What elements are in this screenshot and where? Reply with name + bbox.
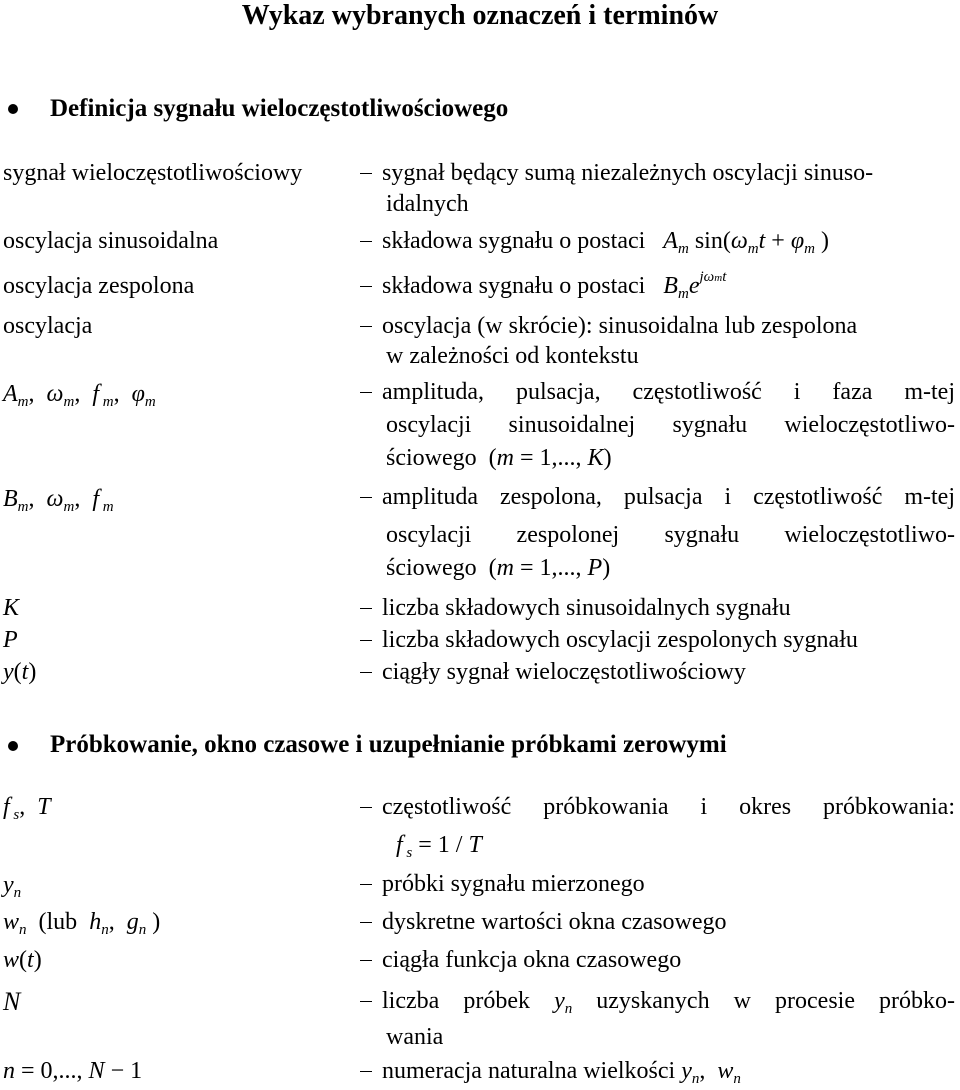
- definition-sinusoidal-oscillation: [360, 228, 829, 257]
- dash: [360, 1071, 372, 1072]
- definition-text: ciągła funkcja okna czasowego: [382, 947, 682, 973]
- symbol-P: P: [3, 627, 18, 653]
- term-oscillation: oscylacja: [3, 313, 93, 339]
- definition-text: liczba składowych sinusoidalnych sygnału: [382, 595, 791, 621]
- section-heading-definition: Definicja sygnału wieloczęstotliwościowego: [50, 95, 509, 122]
- definition-text: składowa sygnału o postaci: [382, 273, 646, 299]
- definition-continuation: idalnych: [386, 191, 469, 217]
- term-multifrequency-signal: sygnał wieloczęstotliwościowy: [3, 160, 303, 186]
- section-heading-sampling: Próbkowanie, okno czasowe i uzupełnianie próbkami zerowymi: [50, 731, 727, 758]
- symbol-n-range: n = 0,..., N − 1: [3, 1058, 143, 1084]
- dash: [360, 807, 372, 808]
- symbol-w-t: w(t): [3, 947, 42, 973]
- definition-text: amplituda zespolona, pulsacja i częstotliwość m-tej: [382, 484, 955, 510]
- formula-fs: f $_s$ = 1 / T: [396, 832, 482, 861]
- section-bullet: [8, 741, 18, 751]
- dash: [360, 672, 372, 673]
- term-sinusoidal-oscillation: oscylacja sinusoidalna: [3, 228, 219, 254]
- symbol-yn-inline: $y_n$: [554, 988, 573, 1017]
- dash: [360, 173, 372, 174]
- symbols-wn-hn-gn: $w_n$ (lub $h_n$, $g_n$ ): [3, 909, 161, 938]
- symbols-sinusoid-params: $A_m$, $\omega_m$, f $_m$, $\varphi_m$: [3, 381, 156, 410]
- definition-K: [360, 596, 791, 620]
- definition-text: próbki sygnału mierzonego: [382, 871, 645, 897]
- definition-text: dyskretne wartości okna czasowego: [382, 909, 727, 935]
- definition-yn: [360, 872, 645, 896]
- definition-continuation: ściowego (m = 1,..., P): [386, 555, 611, 581]
- dash: [360, 922, 372, 923]
- definition-text: ściowego: [386, 445, 477, 471]
- definition-N: [360, 988, 956, 1017]
- definition-w-t: [360, 948, 681, 972]
- dash: [360, 286, 372, 287]
- definition-text: liczba próbek: [382, 988, 530, 1014]
- definition-text: amplituda, pulsacja, częstotliwość i faza m-tej: [382, 379, 955, 405]
- definition-text: częstotliwość próbkowania i okres próbkowania:: [382, 794, 955, 820]
- dash: [360, 392, 372, 393]
- dash: [360, 241, 372, 242]
- definition-complex-oscillation: [360, 269, 727, 302]
- definition-text: ściowego: [386, 555, 477, 581]
- symbol-N: N: [3, 987, 21, 1016]
- definition-continuation: oscylacji sinusoidalnej sygnału wieloczęstotliwo-: [386, 412, 955, 438]
- dash: [360, 497, 372, 498]
- definition-text: numeracja naturalna wielkości: [382, 1058, 676, 1084]
- definition-fs-T: [360, 795, 955, 819]
- definition-n: [360, 1058, 741, 1087]
- symbol-yn: $y_n$: [3, 872, 22, 901]
- symbol-y-t: y(t): [3, 659, 37, 685]
- symbols-fs-T: f $_s$, T: [3, 794, 51, 823]
- definition-continuation: oscylacji zespolonej sygnału wieloczęstotliwo-: [386, 522, 955, 548]
- definition-text: składowa sygnału o postaci: [382, 228, 646, 254]
- definition-y-t: [360, 660, 746, 684]
- definition-wn: [360, 910, 727, 934]
- section-bullet: [8, 104, 18, 114]
- definition-complex-params: [360, 485, 955, 509]
- definition-text: ciągły sygnał wieloczęstotliwościowy: [382, 659, 746, 685]
- symbols-yn-wn-inline: $y_n$, $w_n$: [681, 1058, 741, 1087]
- definition-P: [360, 628, 858, 652]
- formula-sinusoid: $A_m$ $\sin(\omega_mt + \varphi_m$ ): [663, 228, 829, 257]
- definition-sinusoid-params: [360, 380, 955, 404]
- dash: [360, 884, 372, 885]
- dash: [360, 960, 372, 961]
- definition-multifrequency-signal: [360, 161, 873, 185]
- definition-text: oscylacja (w skrócie): sinusoidalna lub zespolona: [382, 313, 858, 339]
- definition-text: uzyskanych w procesie próbko-: [596, 988, 956, 1014]
- definition-oscillation: [360, 314, 955, 338]
- dash: [360, 640, 372, 641]
- dash: [360, 326, 372, 327]
- lub-word: (lub: [38, 909, 78, 935]
- dash: [360, 1001, 372, 1002]
- dash: [360, 608, 372, 609]
- definition-continuation: wania: [386, 1024, 444, 1050]
- definition-text: sygnał będący sumą niezależnych oscylacji sinuso-: [382, 160, 874, 186]
- definition-continuation: ściowego (m = 1,..., K): [386, 445, 612, 471]
- definition-text: liczba składowych oscylacji zespolonych sygnału: [382, 627, 858, 653]
- symbol-K: K: [3, 595, 20, 621]
- formula-complex-exponential: $B_me^{j\omega mt}$: [663, 269, 727, 302]
- term-complex-oscillation: oscylacja zespolona: [3, 273, 195, 299]
- page-title: Wykaz wybranych oznaczeń i terminów: [241, 0, 719, 31]
- definition-continuation: w zależności od kontekstu: [386, 343, 639, 369]
- symbols-complex-params: $B_m$, $\omega_m$, f $_m$: [3, 486, 114, 515]
